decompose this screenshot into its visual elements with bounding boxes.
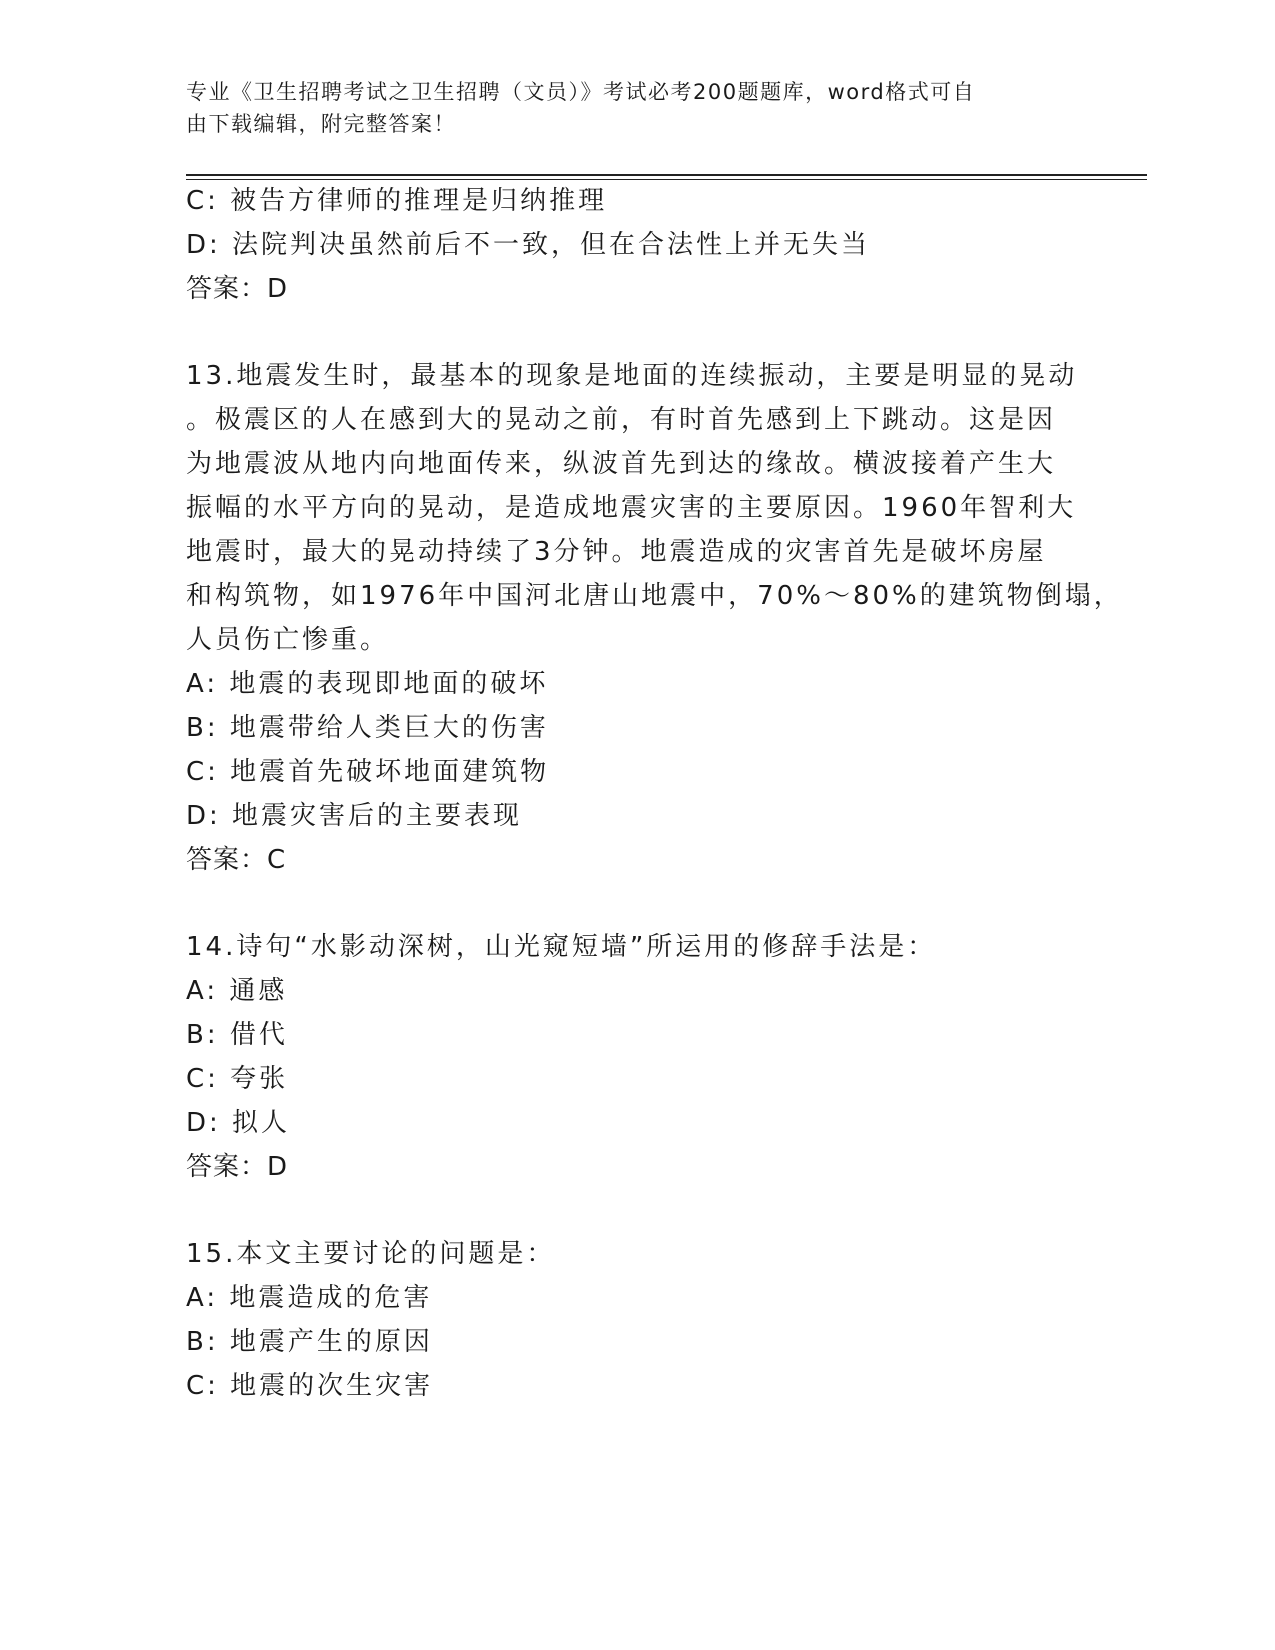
q14-answer: 答案：D	[186, 1152, 289, 1182]
q12-option-c: C: 被告方律师的推理是归纳推理	[186, 186, 608, 216]
document-header	[186, 76, 1066, 140]
q13-stem-line-7: 人员伤亡惨重。	[186, 625, 390, 655]
q14-option-a: A: 通感	[186, 976, 288, 1006]
q14-stem: 14.诗句“水影动深树，山光窥短墙”所运用的修辞手法是：	[186, 932, 937, 962]
q13-option-d: D: 地震灾害后的主要表现	[186, 801, 523, 831]
q15-option-b: B: 地震产生的原因	[186, 1327, 433, 1357]
q13-stem-line-2: 。极震区的人在感到大的晃动之前，有时首先感到上下跳动。这是因	[186, 405, 1057, 435]
q13-stem-line-1: 13.地震发生时，最基本的现象是地面的连续振动，主要是明显的晃动	[186, 361, 1078, 391]
q13-stem-line-5: 地震时，最大的晃动持续了3分钟。地震造成的灾害首先是破坏房屋	[186, 537, 1047, 567]
header-line-1: 专业《卫生招聘考试之卫生招聘（文员）》考试必考200题题库，word格式可自	[186, 80, 976, 104]
q15-stem: 15.本文主要讨论的问题是：	[186, 1239, 556, 1269]
q13-answer: 答案：C	[186, 845, 287, 875]
header-divider-thin	[186, 179, 1147, 180]
q13-stem-line-4: 振幅的水平方向的晃动，是造成地震灾害的主要原因。1960年智利大	[186, 493, 1077, 523]
q13-option-b: B: 地震带给人类巨大的伤害	[186, 713, 549, 743]
q12-answer: 答案：D	[186, 274, 289, 304]
q12-option-d: D: 法院判决虽然前后不一致，但在合法性上并无失当	[186, 230, 871, 260]
q13-option-a: A: 地震的表现即地面的破坏	[186, 669, 549, 699]
q15-option-a: A: 地震造成的危害	[186, 1283, 433, 1313]
q13-stem-line-6: 和构筑物，如1976年中国河北唐山地震中，70%～80%的建筑物倒塌，	[186, 581, 1123, 611]
q14-option-c: C: 夸张	[186, 1064, 289, 1094]
q13-option-c: C: 地震首先破坏地面建筑物	[186, 757, 550, 787]
header-divider-thick	[186, 174, 1147, 176]
q14-option-d: D: 拟人	[186, 1108, 291, 1138]
header-line-2: 由下载编辑，附完整答案！	[186, 112, 456, 136]
q13-stem-line-3: 为地震波从地内向地面传来，纵波首先到达的缘故。横波接着产生大	[186, 449, 1057, 479]
q14-option-b: B: 借代	[186, 1020, 288, 1050]
q15-option-c: C: 地震的次生灾害	[186, 1371, 434, 1401]
